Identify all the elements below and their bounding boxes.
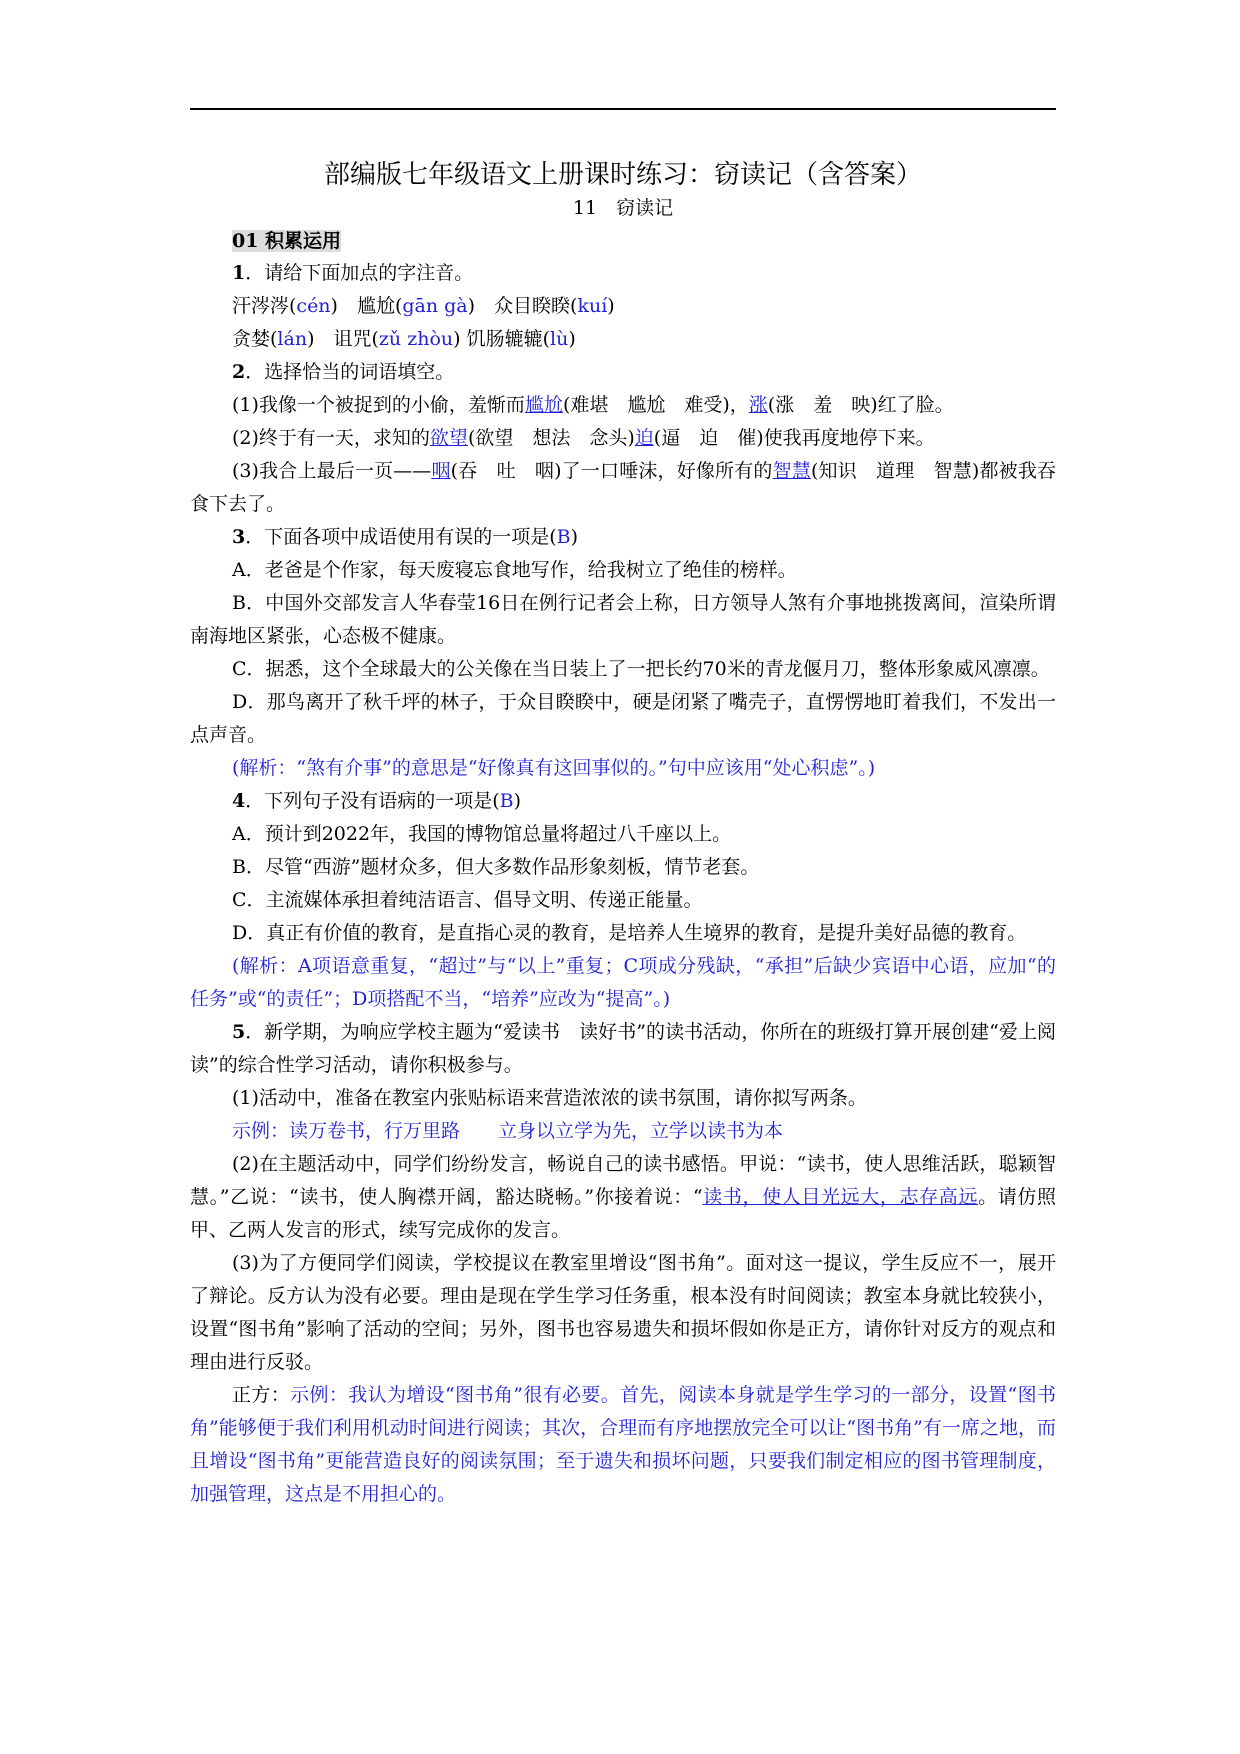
question-1-stem: 1．请给下面加点的字注音。: [232, 262, 474, 284]
question-2-sub-3: (3)我合上最后一页——咽(吞 吐 咽)了一口唾沫，好像所有的智慧(知识 道理 智慧)都被我吞食下去了。: [190, 460, 1056, 515]
question-number: 1: [232, 262, 246, 284]
answer: lù: [550, 328, 569, 350]
answer: 涨: [748, 394, 768, 416]
answer: kuí: [577, 295, 608, 317]
question-4-stem: 4．下列句子没有语病的一项是(B): [232, 790, 522, 812]
answer: 读书，使人目光远大，志存高远: [702, 1186, 979, 1208]
question-4-option-b: B．尽管“西游”题材众多，但大多数作品形象刻板，情节老套。: [232, 856, 760, 878]
question-5-part-3: (3)为了方便同学们阅读，学校提议在教室里增设“图书角”。面对这一提议，学生反应不一，展开了辩论。反方认为没有必要。理由是现在学生学习任务重，根本没有时间阅读；教室本身就比较狭小，设置“图书角”影响了活动的空间；另外，图书也容易遗失和损坏假如你是正方，请你针对反方的观点和理由进行反驳。: [190, 1252, 1056, 1373]
question-2-sub-1: (1)我像一个被捉到的小偷，羞惭而尴尬(难堪 尴尬 难受)，涨(涨 羞 映)红了脸。: [232, 394, 954, 416]
document-body: [190, 158, 1056, 1511]
answer: 迫: [634, 427, 654, 449]
question-3-stem: 3．下面各项中成语使用有误的一项是(B): [232, 526, 579, 548]
question-1-line-2: 贪婪(lán) 诅咒(zǔ zhòu) 饥肠辘辘(lù): [232, 328, 576, 350]
question-5-stem: 5．新学期，为响应学校主题为“爱读书 读好书”的读书活动，你所在的班级打算开展创建“爱上阅读”的综合性学习活动，请你积极参与。: [190, 1021, 1056, 1076]
answer: 示例：我认为增设“图书角”很有必要。首先，阅读本身就是学生学习的一部分，设置“图书角”能够便于我们利用机动时间进行阅读；其次，合理而有序地摆放完全可以让“图书角”有一席之地，而且增设“图书角”更能营造良好的阅读氛围；至于遗失和损坏问题，只要我们制定相应的图书管理制度，加强管理，这点是不用担心的。: [190, 1384, 1056, 1505]
question-3-option-b: B．中国外交部发言人华春莹16日在例行记者会上称，日方领导人煞有介事地挑拨离间，渲染所谓南海地区紧张，心态极不健康。: [190, 592, 1056, 647]
answer: 尴尬: [524, 394, 563, 416]
question-number: 4: [232, 790, 246, 812]
question-5-part-3-answer: 正方：示例：我认为增设“图书角”很有必要。首先，阅读本身就是学生学习的一部分，设置“图书角”能够便于我们利用机动时间进行阅读；其次，合理而有序地摆放完全可以让“图书角”有一席之地，而且增设“图书角”更能营造良好的阅读氛围；至于遗失和损坏问题，只要我们制定相应的图书管理制度，加强管理，这点是不用担心的。: [190, 1384, 1056, 1505]
question-5-part-1: (1)活动中，准备在教室内张贴标语来营造浓浓的读书氛围，请你拟写两条。: [232, 1087, 867, 1109]
answer: B: [556, 526, 571, 548]
question-3-option-c: C．据悉，这个全球最大的公关像在当日装上了一把长约70米的青龙偃月刀，整体形象威风凛凛。: [232, 658, 1050, 680]
answer: lán: [277, 328, 308, 350]
question-number: 5: [232, 1021, 246, 1043]
question-number: 3: [232, 526, 246, 548]
section-heading-label: 01 积累运用: [232, 230, 342, 252]
question-2-stem: 2．选择恰当的词语填空。: [232, 361, 455, 383]
question-5-part-1-answer: 示例：读万卷书，行万里路 立身以立学为先，立学以读书为本: [232, 1120, 784, 1142]
answer: 欲望: [429, 427, 468, 449]
question-4-option-d: D．真正有价值的教育，是直指心灵的教育，是培养人生境界的教育，是提升美好品德的教育。: [232, 922, 1027, 944]
answer: zǔ zhòu: [378, 328, 454, 350]
answer: 咽: [431, 460, 451, 482]
answer: B: [499, 790, 514, 812]
question-5-part-2: (2)在主题活动中，同学们纷纷发言，畅说自己的读书感悟。甲说：“读书，使人思维活跃，聪颖智慧。”乙说：“读书，使人胸襟开阔，豁达晓畅。”你接着说：“读书，使人目光远大，志存高远。请仿照甲、乙两人发言的形式，续写完成你的发言。: [190, 1153, 1056, 1241]
lesson-heading: 11 窃读记: [572, 197, 674, 219]
question-3-option-a: A．老爸是个作家，每天废寝忘食地写作，给我树立了绝佳的榜样。: [232, 559, 797, 581]
question-2-sub-2: (2)终于有一天，求知的欲望(欲望 想法 念头)迫(逼 迫 催)使我再度地停下来。: [232, 427, 935, 449]
header-rule: [190, 108, 1056, 110]
page-title: 部编版七年级语文上册课时练习：窃读记（含答案）: [323, 160, 922, 190]
question-4-option-a: A．预计到2022年，我国的博物馆总量将超过八千座以上。: [232, 823, 732, 845]
question-3-analysis: (解析：“煞有介事”的意思是“好像真有这回事似的。”句中应该用“处心积虑”。): [232, 757, 876, 779]
answer: 智慧: [772, 460, 811, 482]
question-number: 2: [232, 361, 246, 383]
answer: cén: [296, 295, 331, 317]
question-4-option-c: C．主流媒体承担着纯洁语言、倡导文明、传递正能量。: [232, 889, 703, 911]
question-1-line-1: 汗涔涔(cén) 尴尬(gān gà) 众目睽睽(kuí): [232, 295, 615, 317]
answer: gān gà: [402, 295, 468, 317]
question-4-analysis: (解析：A项语意重复，“超过”与“以上”重复；C项成分残缺，“承担”后缺少宾语中心语，应加“的任务”或“的责任”；D项搭配不当，“培养”应改为“提高”。): [190, 955, 1056, 1010]
question-3-option-d: D．那鸟离开了秋千坪的林子，于众目睽睽中，硬是闭紧了嘴壳子，直愣愣地盯着我们，不发出一点声音。: [190, 691, 1056, 746]
section-heading: [190, 226, 1056, 257]
